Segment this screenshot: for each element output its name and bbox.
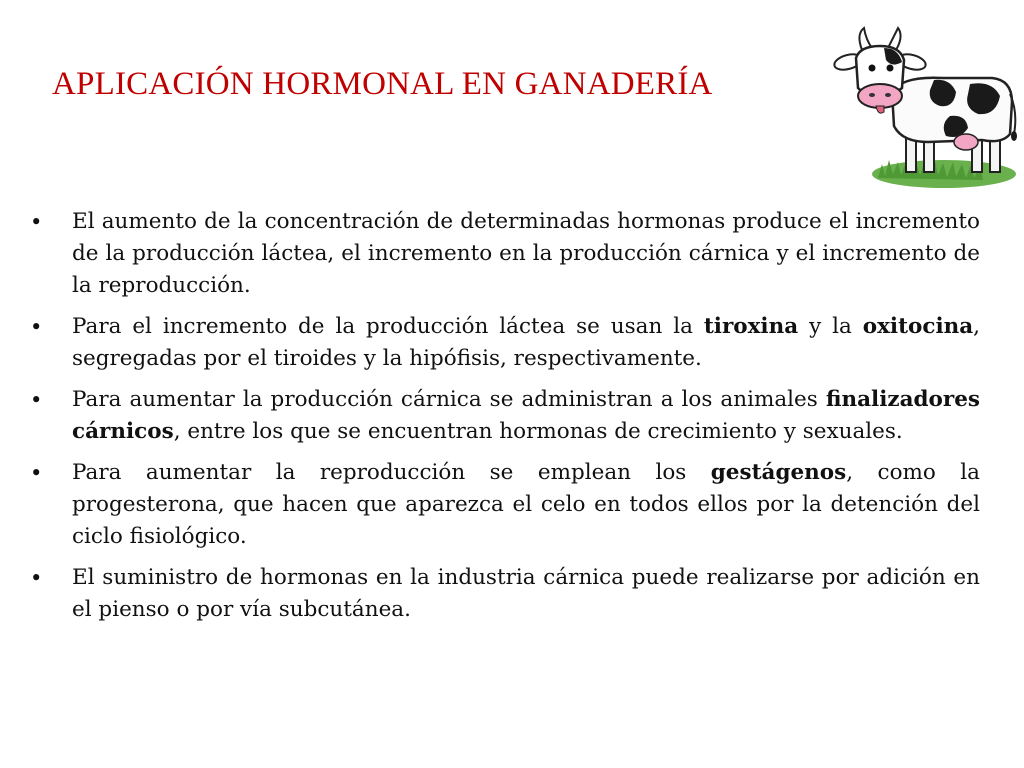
slide-title: APLICACIÓN HORMONAL EN GANADERÍA <box>52 66 713 102</box>
bold-term: oxitocina <box>862 314 974 339</box>
bullet-item <box>30 457 980 553</box>
bold-term: tiroxina <box>703 314 799 339</box>
bullet-text: Para aumentar la reproducción se emplean los <box>72 460 711 485</box>
cow-tail-tip <box>1011 131 1017 141</box>
bold-term: gestágenos <box>710 460 847 485</box>
cow-tongue <box>876 106 884 113</box>
cow-nostril <box>885 93 891 97</box>
cow-eye <box>869 65 876 72</box>
bullet-marker: • <box>30 315 43 339</box>
cow-nostril <box>869 93 875 97</box>
bullet-text: El suministro de hormonas en la industria cárnica puede realizarse por adición en el pienso o por vía subcutánea. <box>72 565 980 622</box>
bullet-marker: • <box>30 388 43 412</box>
bullet-text: Para aumentar la producción cárnica se administran a los animales <box>72 387 826 412</box>
bullet-item <box>30 562 980 626</box>
cow-eye <box>887 65 894 72</box>
bullet-marker: • <box>30 461 43 485</box>
cow-snout <box>858 84 902 108</box>
bullet-text: Para el incremento de la producción láctea se usan la <box>72 314 704 339</box>
bullet-text: , entre los que se encuentran hormonas de crecimiento y sexuales. <box>173 419 903 444</box>
bullet-marker: • <box>30 566 43 590</box>
cow-udder <box>954 134 978 150</box>
bullet-text: , segregadas por el tiroides y la hipófisis, respectivamente. <box>72 314 981 371</box>
bullet-text: y la <box>798 314 863 339</box>
bullet-item <box>30 311 980 375</box>
bullet-text: El aumento de la concentración de determinadas hormonas produce el incremento de la producción láctea, el incremento en la producción cárnica y el incremento de la reproducción. <box>72 209 980 298</box>
bold-term: finalizadores cárnicos <box>72 387 980 444</box>
bullet-text: , como la progesterona, que hacen que aparezca el celo en todos ellos por la detención del ciclo fisiológico. <box>72 460 980 549</box>
bullet-item <box>30 206 980 302</box>
bullet-marker: • <box>30 210 43 234</box>
bullet-list <box>30 206 980 635</box>
cow-icon <box>832 22 1020 194</box>
bullet-item <box>30 384 980 448</box>
